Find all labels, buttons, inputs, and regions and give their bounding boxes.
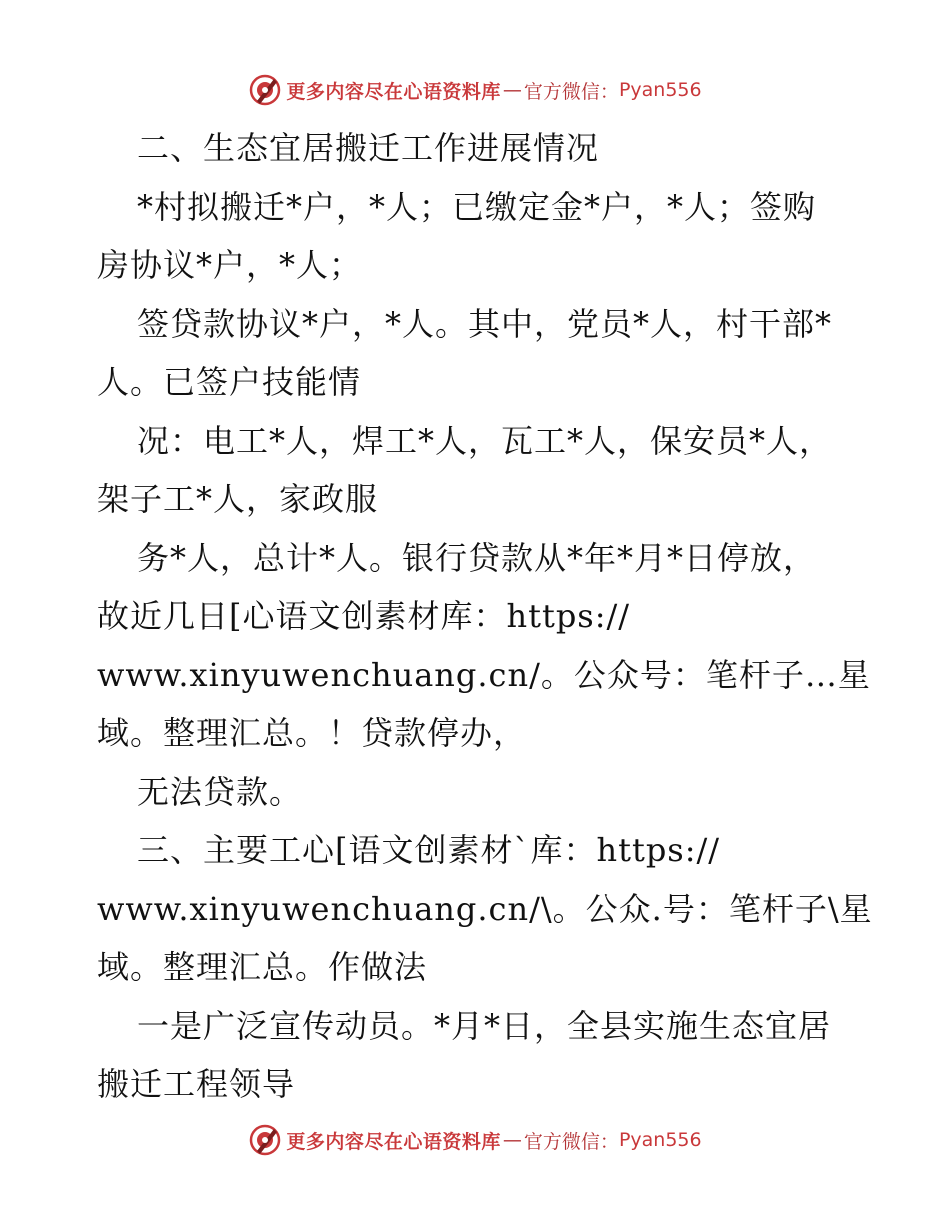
paragraph-line: 无法贷款。 bbox=[137, 772, 303, 811]
pen-logo-icon bbox=[248, 73, 282, 107]
watermark-dash: — bbox=[502, 79, 522, 101]
watermark-wechat-id: Pyan556 bbox=[618, 1129, 702, 1151]
watermark-text: 更多内容尽在心语资料库 bbox=[286, 80, 501, 103]
watermark-wechat-label: 官方微信： bbox=[523, 80, 619, 103]
paragraph-line: 域。整理汇总。作做法 bbox=[97, 948, 428, 986]
paragraph-line: www.xinyuwenchuang.cn/。公众号：笔杆子…星 bbox=[97, 655, 871, 694]
pen-logo-icon bbox=[248, 1123, 282, 1157]
header-watermark bbox=[0, 70, 950, 110]
paragraph-line: 房协议*户，*人； bbox=[97, 246, 363, 284]
paragraph-line: 故近几日[心语文创素材库：https:// bbox=[97, 597, 631, 635]
paragraph-line: *村拟搬迁*户，*人；已缴定金*户，*人；签购 bbox=[137, 187, 817, 226]
section-heading: 二、生态宜居搬迁工作进展情况 bbox=[137, 129, 600, 167]
document-body bbox=[97, 119, 873, 1114]
footer-watermark bbox=[0, 1120, 950, 1160]
paragraph-line: 一是广泛宣传动员。*月*日，全县实施生态宜居 bbox=[137, 1006, 832, 1045]
paragraph-line: 搬迁工程领导 bbox=[97, 1065, 296, 1103]
paragraph-line: 务*人，总计*人。银行贷款从*年*月*日停放， bbox=[137, 538, 817, 577]
watermark-wechat-label: 官方微信： bbox=[523, 1130, 619, 1153]
watermark-text: 更多内容尽在心语资料库 bbox=[286, 1130, 501, 1153]
paragraph-line: 架子工*人，家政服 bbox=[97, 480, 379, 518]
paragraph-line: 签贷款协议*户，*人。其中，党员*人，村干部* bbox=[137, 304, 833, 343]
section-heading: 三、主要工心[语文创素材`库：https:// bbox=[137, 831, 721, 869]
paragraph-line: www.xinyuwenchuang.cn/\。公众.号：笔杆子\星 bbox=[97, 889, 873, 928]
paragraph-line: 况：电工*人，焊工*人，瓦工*人，保安员*人， bbox=[137, 421, 833, 460]
watermark-wechat-id: Pyan556 bbox=[618, 79, 702, 101]
watermark-dash: — bbox=[502, 1129, 522, 1151]
paragraph-line: 域。整理汇总。！贷款停办， bbox=[97, 714, 527, 752]
paragraph-line: 人。已签户技能情 bbox=[97, 363, 362, 401]
